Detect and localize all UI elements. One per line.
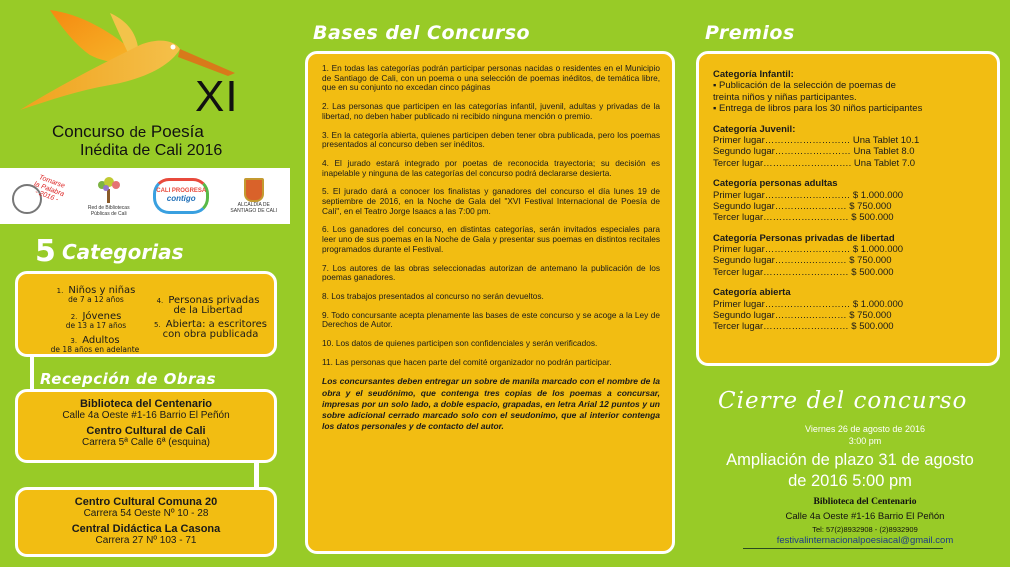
category-item: 2. Jóvenes de 13 a 17 años [65,311,127,330]
contest-title-line1 [52,122,204,142]
contact-email-link[interactable]: festivalinternacionalpoesiacal@gmail.com [776,535,954,546]
prize-category-heading: Categoría abierta [713,287,791,299]
deadline-extension: Ampliación de plazo 31 de agosto de 2016 5:00 pm [726,451,974,491]
logo-red-bibliotecas: Red de Bibliotecas Públicas de Cali [81,172,137,220]
title-word-de: de [129,124,147,141]
bases-box [305,51,675,554]
rule-item: 11. Las personas que hacen parte del comité organizador no podrán participar. [322,356,612,367]
stamp-icon: Tomarse la Palabra - 2016 - [6,176,66,216]
place-address: Carrera 5ª Calle 6ª (esquina) [81,437,210,448]
title-word-concurso: Concurso [52,122,125,141]
rule-item: 10. Los datos de quienes participen son confidenciales y serán verificados. [322,338,598,349]
prize-category-privadas [713,233,983,279]
title-word-poesia: Poesía [150,122,204,141]
sponsor-logos [0,168,290,224]
category-item: 1. Niños y niñas de 7 a 12 años [56,285,136,304]
reception-title: Recepción de Obras [40,370,217,388]
prize-line: Segundo lugar…………………… Una Tablet 8.0 [713,146,915,158]
rule-item: 4. El jurado estará integrado por poetas de reconocida trayectoria; su decisión es inapelable y ninguna de las categorías del concurso podrá declararse desierta. [322,157,660,178]
reception-box-1 [15,389,277,463]
email-underline [743,548,943,549]
prize-category-heading: Categoría Personas privadas de libertad [713,232,895,244]
prize-category-infantil [713,69,983,115]
closing-title: Cierre del concurso [718,388,968,414]
tree-icon [94,175,124,205]
contest-title-line2: Inédita de Cali 2016 [80,142,223,159]
prize-line: ▪ Publicación de la selección de poemas de [713,80,896,92]
rule-item: 9. Todo concursante acepta plenamente las bases de este concurso y se acoge a la Ley de Derechos de Autor. [322,309,660,330]
premios-title: Premios [705,22,795,44]
prize-category-heading: Categoría Infantil: [713,69,794,80]
prize-line: treinta niños y niñas participantes. [713,91,857,103]
closing-place: Biblioteca del Centenario [813,497,917,507]
prize-line: Tercer lugar……………………… $ 500.000 [713,321,894,333]
prize-category-abierta [713,287,983,333]
category-item: 5. Abierta: a escritores con obra publicada [154,319,267,340]
place-name: Biblioteca del Centenario [79,398,213,410]
rule-item: 2. Las personas que participen en las categorías infantil, juvenil, adultas y privadas de la libertad, no deben haber publicado ni recibido ninguna mención o premio. [322,101,660,121]
prize-line: Segundo lugar………..………… $ 750.000 [713,200,892,212]
prize-line: Tercer lugar………………………. Una Tablet 7.0 [713,157,916,169]
prize-line: Primer lugar……………………… $ 1.000.000 [713,244,904,256]
edition-number: XI [195,72,239,121]
rule-item: 7. Los autores de las obras seleccionadas autorizan de antemano la publicación de los poemas ganadores. [322,262,660,283]
logo-alcaldia-cali: ALCALDÍA DE SANTIAGO DE CALI [226,172,282,220]
prize-line: Primer lugar……………………… Una Tablet 10.1 [713,134,920,146]
bases-title: Bases del Concurso [313,22,531,44]
header-area [0,0,290,168]
coat-of-arms-icon [244,178,264,202]
prize-line: Tercer lugar……………………… $ 500.000 [713,212,894,224]
categories-box [15,271,277,357]
premios-box [696,51,1000,366]
prize-category-juvenil [713,124,983,170]
place-address: Calle 4a Oeste #1-16 Barrio El Peñón [62,410,230,421]
prize-line: Segundo lugar………..………… $ 750.000 [713,310,892,322]
prize-category-heading: Categoría personas adultas [713,178,838,190]
logo-cali-progresa [153,172,209,220]
categories-title: Categorias [62,240,184,264]
category-item: 3. Adultos de 18 años en adelante [50,335,140,354]
logo-tomarse-la-palabra [8,172,64,220]
place-name: Central Didáctica La Casona [71,523,221,535]
prize-line: ▪ Entrega de libros para los 30 niños participantes [713,103,923,115]
prize-category-adultos [713,178,983,224]
closing-date: Viernes 26 de agosto de 2016 [805,424,925,434]
rule-item: 3. En la categoría abierta, quienes participen deben tener obra publicada, pero los poemas presentados al concurso deben ser inéditos. [322,129,660,150]
rule-item: 1. En todas las categorías podrán participar personas nacidas o residentes en el Municipio de Santiago de Cali, con un poema o una selección de poemas inéditos, de temática libre, que en su conjunto no excedan cinco páginas [322,63,660,93]
rule-item: 8. Los trabajos presentados al concurso no serán devueltos. [322,290,544,301]
prize-line: Tercer lugar……………………… $ 500.000 [713,266,894,278]
place-address: Carrera 27 Nº 103 - 71 [95,535,197,546]
rule-item: 5. El jurado dará a conocer los finalistas y ganadores del concurso el día lunes 19 de septiembre de 2016, en la Noche de Gala del "XVI Festival Internacional de Poesía de Cali", en el Teatro Jorge Isaacs a las 7:00 pm. [322,186,660,216]
submission-note: Los concursantes deben entregar un sobre de manila marcado con el nombre de la obra y el seudónimo, que contenga tres copias de los poemas a concursar, impresas por un solo lado, a doble espacio, grapadas, en letra Arial 12 puntos y un sobre adicional cerrado marcado solo con el seudonimo, que al interior contenga los datos personales y de contacto del autor. [322,376,660,431]
categories-count: 5 [35,234,56,269]
place-name: Centro Cultural Comuna 20 [74,496,218,508]
cloud-icon: CALI PROGRESA contigo [153,178,209,214]
prize-category-heading: Categoría Juvenil: [713,123,796,135]
closing-address: Calle 4a Oeste #1-16 Barrio El Peñón [785,511,945,522]
rule-item: 6. Los ganadores del concurso, en distintas categorías, serán invitados especiales para leer uno de sus poemas en la Noche de Gala y presentar sus poemas en distintos recitales programados durante el Festival. [322,224,660,254]
closing-time: 3:00 pm [848,436,882,446]
prize-line: Primer lugar……………………… $ 1.000.000 [713,189,904,201]
category-item: 4. Personas privadas de la Libertad [156,295,260,316]
closing-phone: Tel: 57(2)8932908 - (2)8932909 [812,525,918,534]
prize-line: Primer lugar……………………… $ 1.000.000 [713,298,904,310]
place-name: Centro Cultural de Cali [86,425,206,437]
place-address: Carrera 54 Oeste Nº 10 - 28 [83,508,209,519]
reception-box-2 [15,487,277,557]
connector-line [254,461,259,489]
prize-line: Segundo lugar………..………… $ 750.000 [713,255,892,267]
